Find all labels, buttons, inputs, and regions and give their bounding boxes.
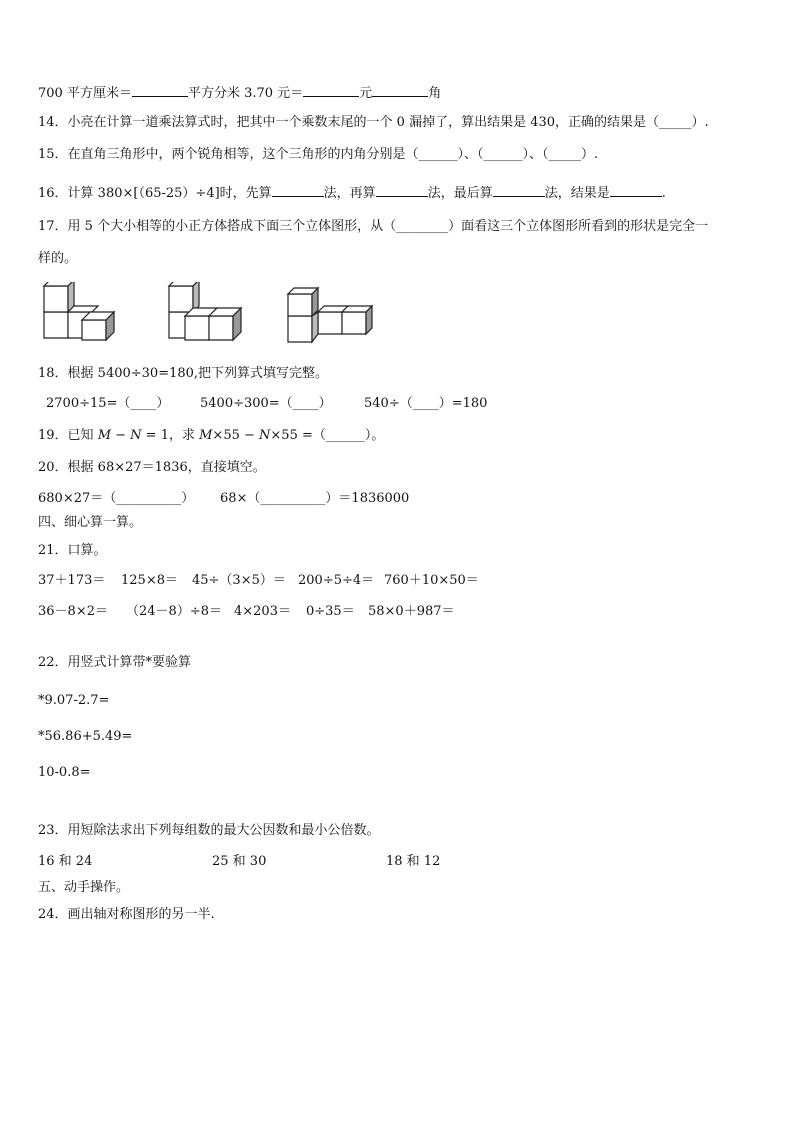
q16-blank-4[interactable]	[610, 182, 662, 197]
q22-b: *56.86+5.49=	[38, 729, 133, 744]
q20-stem: 20．根据 68×27＝1836，直接填空。	[38, 460, 266, 475]
q13-text-1: 700 平方厘米＝	[38, 86, 132, 101]
q19-math-3: N	[259, 428, 271, 443]
q21-r2-4: 0÷35＝	[306, 604, 355, 619]
q21-r2-3: 4×203＝	[234, 604, 291, 619]
q21-r1-2: 125×8＝	[121, 573, 178, 588]
q21-r1-3: 45÷（3×5）＝	[192, 573, 286, 588]
q16-blank-2[interactable]	[376, 182, 428, 197]
q18-b: 5400÷300=（____）	[200, 396, 332, 411]
section-5-heading: 五、动手操作。	[38, 880, 130, 895]
q22-c: 10-0.8=	[38, 765, 91, 780]
q19-part-2: = 1，求	[145, 428, 195, 443]
q16-part-1: 16．计算 380×[（65-25）÷4]时，先算	[38, 186, 272, 201]
q21-r1-5: 760＋10×50＝	[384, 573, 479, 588]
q23-a: 16 和 24	[38, 854, 93, 869]
q18-stem: 18．根据 5400÷30=180,把下列算式填写完整。	[38, 366, 329, 381]
q16-part-3: 法，最后算	[427, 186, 493, 201]
q23-b: 25 和 30	[212, 854, 267, 869]
q21-r1-1: 37＋173＝	[38, 573, 106, 588]
q21-r1-4: 200÷5÷4＝	[298, 573, 375, 588]
q15-text: 15．在直角三角形中，两个锐角相等，这个三角形的内角分别是（______）、（______）、（_____）.	[38, 147, 599, 162]
q16-text	[38, 182, 666, 203]
q19-text	[38, 427, 384, 445]
q16-part-4: 法，结果是	[544, 186, 610, 201]
q18-c: 540÷（____）=180	[364, 396, 488, 411]
q16-part-2: 法，再算	[323, 186, 376, 201]
q23-stem: 23．用短除法求出下列每组数的最大公因数和最小公倍数。	[38, 823, 380, 838]
q14-text: 14．小亮在计算一道乘法算式时，把其中一个乘数末尾的一个 0 漏掉了，算出结果是 430，正确的结果是（_____）.	[38, 115, 709, 130]
q16-blank-1[interactable]	[272, 182, 324, 197]
q13-unit-conversion	[38, 82, 441, 103]
q18-a: 2700÷15=（____）	[46, 396, 170, 411]
q20-b: 68×（__________）＝1836000	[220, 491, 410, 506]
q24-text: 24．画出轴对称图形的另一半.	[38, 907, 215, 922]
q19-part-1: 19．已知	[38, 428, 94, 443]
q13-blank-3[interactable]	[372, 82, 428, 97]
q19-part-3: ×55 −	[212, 428, 255, 443]
section-4-heading: 四、细心算一算。	[38, 515, 143, 530]
q19-math-2: M	[199, 428, 213, 443]
q17-cube-figure-3	[284, 286, 384, 346]
q19-math-1: M − N	[97, 428, 142, 443]
q17-cube-figure-2	[165, 282, 255, 342]
q17-cube-figure-1	[40, 282, 130, 342]
q21-r2-1: 36－8×2＝	[38, 604, 108, 619]
q13-text-2: 平方分米 3.70 元＝	[187, 86, 304, 101]
q21-stem: 21．口算。	[38, 543, 107, 558]
q13-text-3: 元	[359, 86, 373, 101]
q19-part-4: ×55 =（______）。	[270, 428, 385, 443]
q23-c: 18 和 12	[386, 854, 441, 869]
q21-r2-2: （24－8）÷8＝	[126, 604, 222, 619]
q16-blank-3[interactable]	[493, 182, 545, 197]
q20-a: 680×27＝（__________）	[38, 491, 195, 506]
q22-stem: 22．用竖式计算带*要验算	[38, 655, 192, 670]
q17-line-1: 17．用 5 个大小相等的小正方体搭成下面三个立体图形，从（________）面看这三个立体图形所看到的形状是完全一	[38, 219, 709, 234]
q22-a: *9.07-2.7=	[38, 693, 110, 708]
q17-line-2: 样的。	[38, 251, 78, 266]
q13-blank-1[interactable]	[132, 82, 188, 97]
q13-blank-2[interactable]	[303, 82, 359, 97]
q21-r2-5: 58×0＋987＝	[368, 604, 455, 619]
q13-text-4: 角	[428, 86, 442, 101]
q16-part-5: .	[661, 186, 666, 201]
